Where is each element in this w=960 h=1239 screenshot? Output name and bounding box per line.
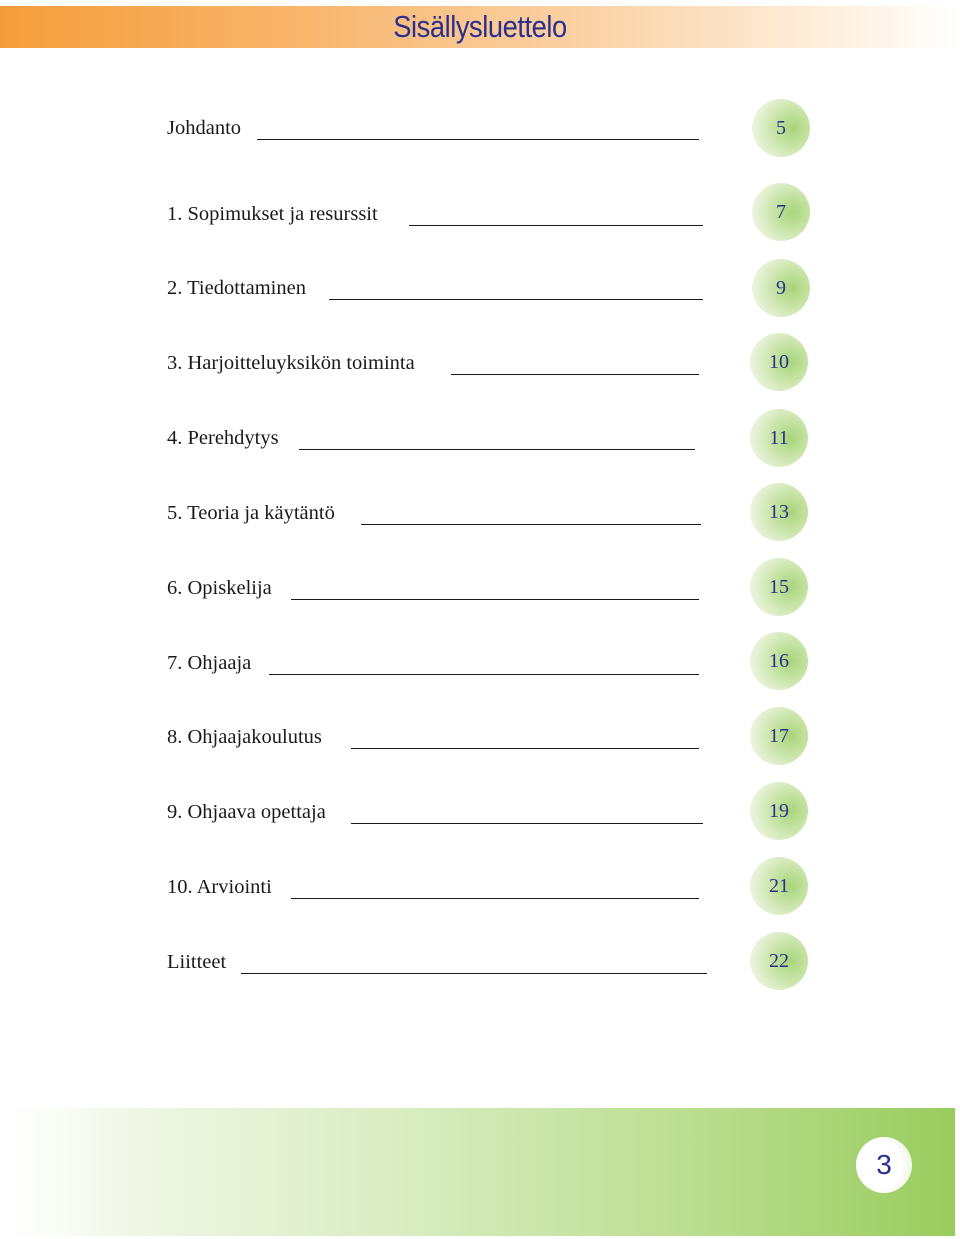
- toc-leader-line: [291, 599, 699, 600]
- footer-band: [10, 1108, 955, 1236]
- toc-leader-line: [269, 674, 699, 675]
- toc-page-circle[interactable]: 21: [750, 857, 808, 915]
- toc-entry-label: 10. Arviointi: [167, 876, 272, 898]
- toc-leader-line: [291, 898, 699, 899]
- toc-page-circle[interactable]: 11: [750, 409, 808, 467]
- toc-page-circle[interactable]: 17: [750, 707, 808, 765]
- toc-leader-line: [241, 973, 707, 974]
- toc-entry-label: 7. Ohjaaja: [167, 652, 252, 674]
- toc-leader-line: [299, 449, 695, 450]
- toc-page-circle[interactable]: 16: [750, 632, 808, 690]
- toc-leader-line: [351, 823, 703, 824]
- toc-page-circle[interactable]: 22: [750, 932, 808, 990]
- toc-page-circle[interactable]: 10: [750, 333, 808, 391]
- toc-leader-line: [409, 225, 703, 226]
- toc-leader-line: [361, 524, 701, 525]
- toc-entry-label: 3. Harjoitteluyksikön toiminta: [167, 352, 415, 374]
- toc-leader-line: [351, 748, 699, 749]
- toc-leader-line: [451, 374, 699, 375]
- toc-page-circle[interactable]: 13: [750, 483, 808, 541]
- toc-entry-label: 9. Ohjaava opettaja: [167, 801, 326, 823]
- toc-leader-line: [329, 299, 703, 300]
- toc-entry-label: 6. Opiskelija: [167, 577, 272, 599]
- toc-page-circle[interactable]: 9: [752, 259, 810, 317]
- toc-entry-label: 5. Teoria ja käytäntö: [167, 502, 335, 524]
- toc-entry-label: 4. Perehdytys: [167, 427, 279, 449]
- toc-entry-label: Johdanto: [167, 117, 242, 139]
- page-number: 3: [876, 1149, 892, 1180]
- toc-entry-label: Liitteet: [167, 951, 227, 973]
- toc-entry-label: 8. Ohjaajakoulutus: [167, 726, 322, 748]
- toc-page-circle[interactable]: 19: [750, 782, 808, 840]
- toc-page-circle[interactable]: 7: [752, 183, 810, 241]
- toc-page-circle[interactable]: 15: [750, 558, 808, 616]
- toc-entry-label: 2. Tiedottaminen: [167, 277, 306, 299]
- toc-entry-label: 1. Sopimukset ja resurssit: [167, 203, 378, 225]
- toc-page-circle[interactable]: 5: [752, 99, 810, 157]
- toc-leader-line: [257, 139, 699, 140]
- page-title: Sisällysluettelo: [393, 9, 567, 44]
